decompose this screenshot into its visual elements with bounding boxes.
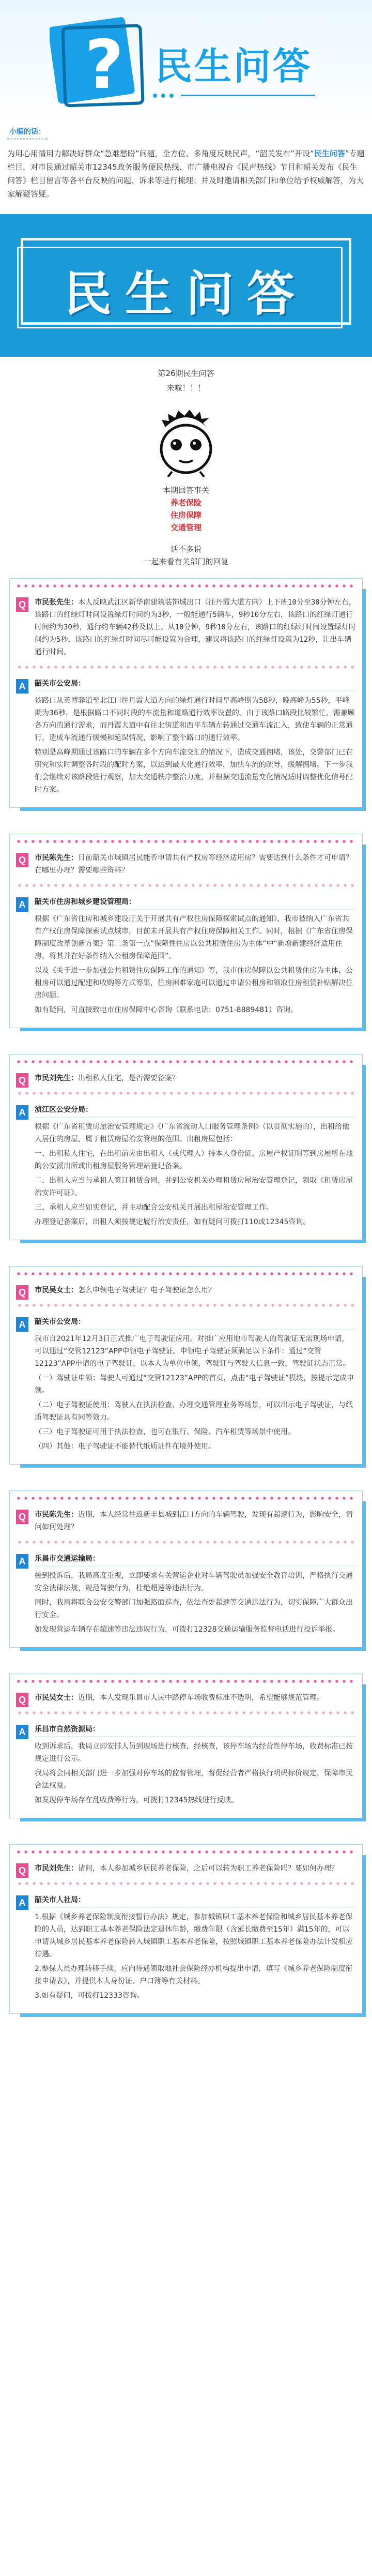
answer-paragraph: 以及《关于进一步加强公共租赁住房保障工作的通知》等，我市住房保障以公共租赁住房为主体，公租房可以通过配建和收购等方式筹集，住房困难家庭可以通过申请公租房和领取住房租赁补贴解决住房问题。 bbox=[35, 967, 353, 1000]
answer-paragraph: 办理登记备案后，出租人须按规定履行治安责任，如有疑问可拨打110或12345咨询。 bbox=[35, 1218, 311, 1226]
question-body: 近期，本人经常往返新丰县城到江口方向的车辆驾驶，发现有超速行为，影响安全，请问如何处理？ bbox=[35, 1511, 353, 1531]
qa-card bbox=[9, 578, 363, 808]
question-text bbox=[35, 852, 356, 877]
answer-row bbox=[16, 896, 356, 1028]
intro-text-a: 为用心用情用力解决好群众“急难愁盼”问题，全方位、多角度反映民声，“韶关发布”开设“ bbox=[7, 149, 314, 158]
answer-badge: A bbox=[16, 679, 28, 694]
answer-department: 乐昌市自然资源局： bbox=[35, 1724, 356, 1737]
answer-paragraph: 该路口从英博驿道至北江口往丹霞大道方向的绿灯通行时间早高峰期为58秒，晚高峰为55秒，平峰期为36秒，是根据路口不同时段的车流量和道路通行效率设置的。由于该路口路段比较繁忙，需兼顾各方向的通行需求，而丹霞大道中有往北街道和西平车辆左转通过交通车流汇入，致使车辆的正常通行，造成车流通行缓慢和延误情况，影响了整个路口的通行效率。 bbox=[35, 697, 355, 742]
intro-paragraph bbox=[7, 147, 365, 201]
answer-row bbox=[16, 678, 356, 807]
question-row bbox=[16, 852, 356, 877]
question-badge: Q bbox=[16, 1073, 28, 1088]
asker-label: 市民吴女士： bbox=[35, 1694, 78, 1702]
answer-text bbox=[35, 1740, 356, 1806]
answer-paragraph: （三）电子驾驶证可用于执法检查，也可在银行、保险、汽车租赁等场景中使用。 bbox=[35, 1428, 295, 1436]
answer-paragraph: 接到投诉后，我局高度重视，立即要求有关营运企业对车辆驾驶员加强安全教育培训，严格执行交通安全法律法规，规范驾驶行为，杜绝超速等违法行为。 bbox=[35, 1572, 353, 1592]
answer-paragraph: （一）驾驶证申领：驾驶人可通过“交管12123”APP的首页，点击“电子驾驶证”模块，按提示完成申领。 bbox=[35, 1374, 354, 1395]
answer-department: 乐昌市交通运输局： bbox=[35, 1553, 356, 1566]
asker-label: 市民张先生： bbox=[35, 598, 78, 607]
content-item: 交通管理 bbox=[170, 523, 202, 532]
answer-paragraph: 二、出租人应当与承租人签订租赁合同，并到公安机关办理租赁房屋治安管理登记，领取《租赁房屋治安许可证》。 bbox=[35, 1177, 353, 1197]
dot-divider bbox=[15, 1495, 357, 1501]
answer-badge: A bbox=[16, 1317, 28, 1332]
answer-paragraph: 根据《广东省住房和城乡建设厅关于开展共有产权住房保障探索试点的通知》，我市被纳入广东省共有产权住房保障探索试点城市，目前未开展共有产权住房保障相关工作。同时，根据《广东省住房保障制度改革创新方案》第二条第一点“保障性住房以公共租赁住房为主体”中“新增新建经济适用住房，将其并在好条件纳入公租房保障范围”。 bbox=[35, 915, 353, 960]
answer-paragraph: 我局将会同相关部门进一步加强对停车场的监督管理，督促经营者严格执行明码标价规定，保障市民合法权益。 bbox=[35, 1769, 353, 1790]
svg-text:?: ? bbox=[85, 25, 124, 104]
intro-heading: 小编的话： bbox=[7, 125, 48, 140]
answer-text bbox=[35, 1333, 356, 1453]
header-title: 民生问答 bbox=[155, 44, 313, 88]
dot-divider bbox=[15, 1678, 357, 1684]
qa-card bbox=[9, 1844, 363, 2014]
question-row bbox=[16, 1862, 356, 1875]
dot-divider bbox=[16, 1710, 356, 1715]
question-row bbox=[16, 596, 356, 658]
stamp-frame bbox=[21, 238, 351, 325]
dot-divider bbox=[15, 1059, 357, 1065]
issue-subtitle: 来啦！！！ bbox=[166, 383, 206, 393]
answer-paragraph: 我市自2021年12月3日正式推广电子驾驶证应用。对推广应用地市驾驶人的驾驶证无需现场申请，可以通过“交管12123”APP申领电子驾驶证。申领电子驾驶证须满足以下条件：通过“交管12123”APP申请的电子驾驶证，以本人为单位申领，驾驶证与驾驶人信息一致，驾驶证状态正常。 bbox=[35, 1335, 350, 1368]
answer-text bbox=[35, 1911, 356, 2002]
question-badge: Q bbox=[16, 597, 28, 612]
dot-divider bbox=[16, 665, 356, 670]
answer-department: 韶关市人社局： bbox=[35, 1894, 356, 1908]
answer-paragraph: 收到诉求后，我局立即安排人员到现场进行核查，经核查，该停车场为经营性停车场，收费标准已按规定进行公示。 bbox=[35, 1742, 353, 1763]
question-row bbox=[16, 1072, 356, 1084]
qa-card bbox=[9, 1266, 363, 1465]
qa-card bbox=[9, 1054, 363, 1240]
tail-line: 话不多说 bbox=[170, 545, 202, 554]
asker-label: 市民陈先生： bbox=[35, 1511, 78, 1519]
content-item: 养老保险 bbox=[170, 498, 202, 507]
intro-text-b: ”专题栏目，对市民通过韶关市12345政务服务便民热线、市广播电视台《民声热线》节目和韶关发布《民生问答》栏目留言等各平台反映的问题、诉求等进行梳理；并及时邀请相关部门和单位给予权威解答，为大家解疑答疑。 bbox=[7, 149, 365, 199]
question-body: 近期，本人发现乐昌市人民中路停车场收费标准不透明，希望能够规范管理。 bbox=[78, 1694, 324, 1702]
qa-card bbox=[9, 1674, 363, 1818]
qa-list bbox=[0, 568, 372, 2014]
answer-row bbox=[16, 1724, 356, 1818]
answer-paragraph: 特别是高峰期通过该路口的车辆在多个方向车流交汇的情况下，造成交通拥堵，该处，交警部门已在研究和实时调整各时段的配时方案，以达到最大化通行效率，加快车流的疏导，缓解拥堵。下一步我们会继续对该路段进行观察，加大交通秩序整治力度，并根据交通流量变化情况适时调整优化信号配时方案。 bbox=[35, 748, 353, 794]
asker-label: 市民吴女士： bbox=[35, 1286, 78, 1294]
answer-text bbox=[35, 1570, 356, 1636]
intro-highlight: 民生问答 bbox=[314, 149, 345, 158]
answer-department: 韶关市公安局： bbox=[35, 678, 356, 691]
answer-paragraph: 如有疑问，可直接致电市住房保障中心咨询（联系电话：0751-8889481）咨询。 bbox=[35, 1006, 298, 1014]
answer-paragraph: 如发现营运车辆存在超速等违法违规行为，可拨打12328交通运输服务监督电话进行投诉举报。 bbox=[35, 1625, 340, 1634]
question-body: 请问，本人参加城乡居民养老保险，之后可以转为职工养老保险吗？要如何办理？ bbox=[78, 1864, 338, 1873]
asker-label: 市民刘先生： bbox=[35, 1864, 78, 1873]
dot-divider bbox=[16, 1091, 356, 1096]
answer-text bbox=[35, 1121, 356, 1228]
question-text bbox=[35, 1509, 356, 1533]
answer-paragraph: 如发现停车场存在乱收费等行为，可拨打12345热线进行反映。 bbox=[35, 1796, 239, 1804]
answer-badge: A bbox=[16, 1725, 28, 1739]
answer-row bbox=[16, 1894, 356, 2013]
question-body: 出租私人住宅，是否需要备案？ bbox=[78, 1074, 179, 1082]
answer-paragraph: （四）其他：电子驾驶证不能替代纸质证件在境外使用。 bbox=[35, 1442, 215, 1451]
content-item: 住房保障 bbox=[170, 510, 202, 520]
question-text bbox=[35, 1692, 356, 1704]
question-body: 本人反映武江区新华南建筑装饰城出口（往丹霞大道方向）上下班10分至30分钟左右，该路口的红绿灯时间设置绿灯时间约为3秒，一般能通行5辆车，9秒10分左右，该路口的红绿灯通行时间约为30秒，通行约车辆42秒及以上。从10分钟，9秒10分左右，该路口的红绿灯时间设置绿灯时间约为5秒，该路口的红绿灯时间尽可能设置为合理，建议将该路口的红绿灯设置为12秒，让出车辆通行时间。 bbox=[35, 598, 356, 656]
asker-label: 市民刘先生： bbox=[35, 1074, 78, 1082]
answer-paragraph: 1.根据《城乡养老保险制度衔接暂行办法》规定，参加城镇职工基本养老保险和城乡居民基本养老保险的人员，达到职工基本养老保险法定退休年龄，缴费年限（含延长缴费至15年）满15年的，可以申请从城乡居民基本养老保险转入城镇职工基本养老保险，按照城镇职工基本养老保险办法计发相应待遇。 bbox=[35, 1913, 353, 1959]
answer-badge: A bbox=[16, 1554, 28, 1569]
answer-paragraph: （二）电子驾驶证使用：驾驶人在执法检查、办理交通管理业务等场景，可以出示电子驾驶证，与纸质驾驶证具有同等效力。 bbox=[35, 1401, 353, 1422]
answer-paragraph: 2.参保人员办理转移手续，应向待遇领取地社会保险经办机构提出申请，填写《城乡养老保险制度衔接申请表》，并提供本人身份证、户口簿等有关材料。 bbox=[35, 1965, 353, 1985]
question-badge: Q bbox=[16, 1693, 28, 1707]
asker-label: 市民陈先生： bbox=[35, 854, 78, 862]
answer-badge: A bbox=[16, 897, 28, 912]
cartoon-face-icon bbox=[152, 408, 220, 477]
issue-number: 第26期民生问答 bbox=[158, 369, 214, 378]
tail-line: 一起来看有关部门的回复 bbox=[143, 557, 229, 566]
issue-tail bbox=[0, 543, 372, 568]
answer-paragraph: 一、出租私人住宅，在出租前应由出租人（或代理人）持本人身份证、房屋产权证明等到房屋所在地的公安派出所或出租房屋服务管理站登记备案。 bbox=[35, 1150, 353, 1170]
answer-department: 韶关市住房和城乡建设管理局： bbox=[35, 896, 356, 910]
dot-divider bbox=[15, 1271, 357, 1277]
answer-row bbox=[16, 1553, 356, 1647]
question-text bbox=[35, 1862, 356, 1875]
dot-divider bbox=[16, 1303, 356, 1308]
dot-divider bbox=[15, 1849, 357, 1855]
answer-text bbox=[35, 913, 356, 1016]
qa-card bbox=[9, 1490, 363, 1648]
intro-section bbox=[0, 122, 372, 201]
dot-divider bbox=[16, 1881, 356, 1886]
answer-row bbox=[16, 1104, 356, 1240]
answer-department: 韶关市公安局： bbox=[35, 1316, 356, 1330]
answer-paragraph: 三、承租人应当如实登记，并主动配合公安机关开展出租屋治安管理工作。 bbox=[35, 1203, 273, 1212]
question-badge: Q bbox=[16, 1863, 28, 1878]
answer-badge: A bbox=[16, 1105, 28, 1120]
answer-paragraph: 根据《广东省租赁房屋治安管理规定》《广东省流动人口服务管理条例》（以贯彻实施的），出租给他人居住的房屋，属于租赁房屋治安管理的范围。出租房屋包括： bbox=[35, 1123, 349, 1143]
question-mark-icon bbox=[50, 17, 148, 107]
stamp-text: 民生问答 bbox=[64, 266, 308, 322]
dot-divider bbox=[15, 583, 357, 589]
question-text bbox=[35, 1284, 356, 1297]
question-row bbox=[16, 1692, 356, 1704]
question-text bbox=[35, 1072, 356, 1084]
question-body: 怎么申领电子驾驶证？电子驾驶证怎么用？ bbox=[78, 1286, 215, 1294]
answer-department: 浈江区公安分局： bbox=[35, 1104, 356, 1118]
header-decoration bbox=[150, 85, 320, 106]
dot-divider bbox=[16, 1540, 356, 1545]
question-badge: Q bbox=[16, 853, 28, 867]
answer-badge: A bbox=[16, 1895, 28, 1910]
content-heading: 本期回答事关 bbox=[162, 486, 209, 495]
answer-paragraph: 同时，我局将联合公安交警部门加强路面巡查，依法查处超速等交通违法行为，切实保障广大群众出行安全。 bbox=[35, 1599, 353, 1619]
answer-paragraph: 3.如有疑问，可拨打12333咨询。 bbox=[35, 1992, 144, 2000]
issue-section bbox=[0, 357, 372, 568]
header-banner bbox=[0, 0, 372, 122]
answer-text bbox=[35, 695, 356, 796]
question-row bbox=[16, 1284, 356, 1297]
stamp-banner bbox=[0, 214, 372, 357]
question-body: 目前韶关市城镇居民能否申请共有产权房等经济适用房？需要达到什么条件才可申请？在哪里办理？需要哪些资料？ bbox=[35, 854, 353, 875]
qa-card bbox=[9, 834, 363, 1028]
dot-divider bbox=[15, 838, 357, 845]
answer-row bbox=[16, 1316, 356, 1464]
dot-divider bbox=[16, 883, 356, 888]
question-row bbox=[16, 1509, 356, 1533]
question-badge: Q bbox=[16, 1510, 28, 1524]
question-badge: Q bbox=[16, 1285, 28, 1300]
question-text bbox=[35, 596, 356, 658]
